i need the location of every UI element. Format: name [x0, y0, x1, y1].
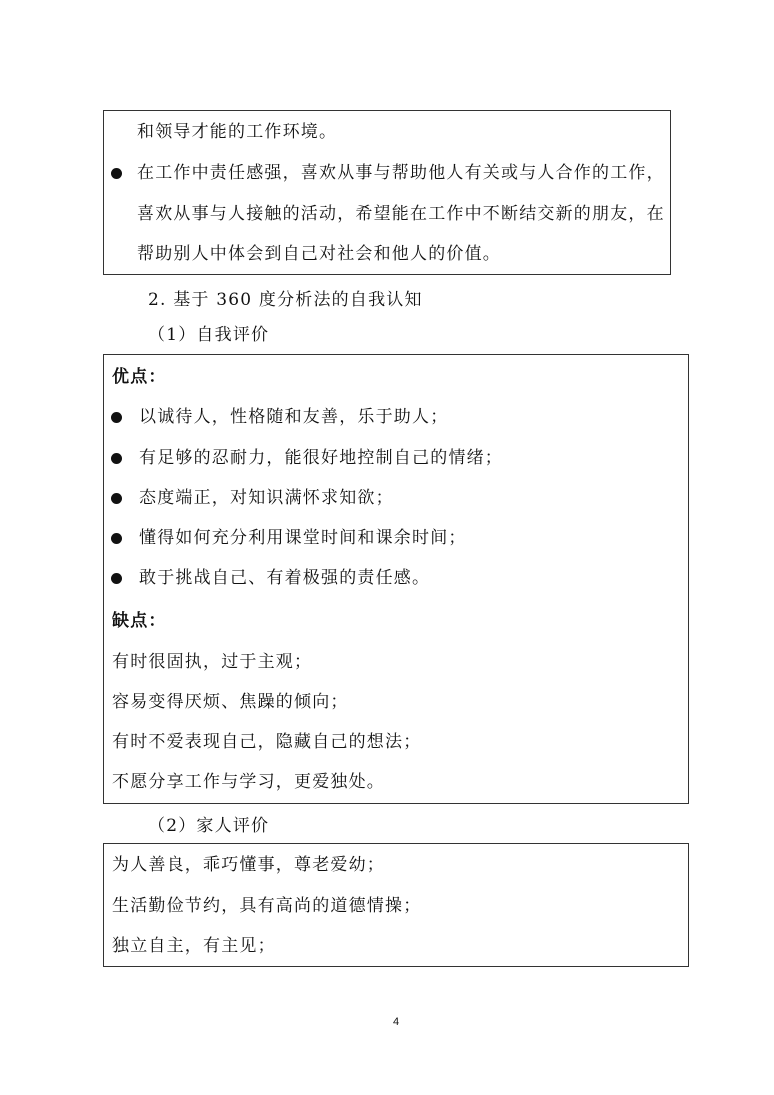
bullet-line-1: 在工作中责任感强，喜欢从事与帮助他人有关或与人合作的工作，: [137, 163, 665, 183]
family-item: 为人善良，乖巧懂事，尊老爱幼；: [112, 855, 385, 875]
continuation-line: 和领导才能的工作环境。: [137, 122, 338, 142]
family-item: 独立自主，有主见；: [112, 936, 276, 956]
bullet-dot-icon: [111, 412, 122, 423]
subheading-self-evaluation: （1）自我评价: [148, 325, 270, 345]
strength-item: 有足够的忍耐力，能很好地控制自己的情绪；: [139, 448, 503, 468]
weakness-item: 不愿分享工作与学习，更爱独处。: [112, 772, 385, 792]
bullet-dot-icon: [111, 493, 122, 504]
strength-item: 态度端正，对知识满怀求知欲；: [139, 488, 394, 508]
weaknesses-title: 缺点：: [112, 611, 167, 631]
bullet-line-2: 喜欢从事与人接触的活动，希望能在工作中不断结交新的朋友，在: [137, 204, 665, 224]
bullet-dot-icon: [111, 533, 122, 544]
bullet-dot-icon: [111, 168, 122, 179]
page-number: 4: [393, 1016, 400, 1028]
bullet-line-3: 帮助别人中体会到自己对社会和他人的价值。: [137, 244, 501, 264]
family-item: 生活勤俭节约，具有高尚的道德情操；: [112, 896, 422, 916]
bullet-dot-icon: [111, 453, 122, 464]
bullet-dot-icon: [111, 573, 122, 584]
weakness-item: 有时很固执，过于主观；: [112, 652, 313, 672]
section-heading: 2. 基于 360 度分析法的自我认知: [148, 290, 423, 310]
strengths-title: 优点：: [112, 367, 167, 387]
subheading-family-evaluation: （2）家人评价: [148, 816, 270, 836]
strength-item: 以诚待人，性格随和友善，乐于助人；: [139, 407, 449, 427]
weakness-item: 容易变得厌烦、焦躁的倾向；: [112, 692, 349, 712]
strength-item: 敢于挑战自己、有着极强的责任感。: [139, 568, 431, 588]
weakness-item: 有时不爱表现自己，隐藏自己的想法；: [112, 732, 422, 752]
strength-item: 懂得如何充分利用课堂时间和课余时间；: [139, 528, 467, 548]
